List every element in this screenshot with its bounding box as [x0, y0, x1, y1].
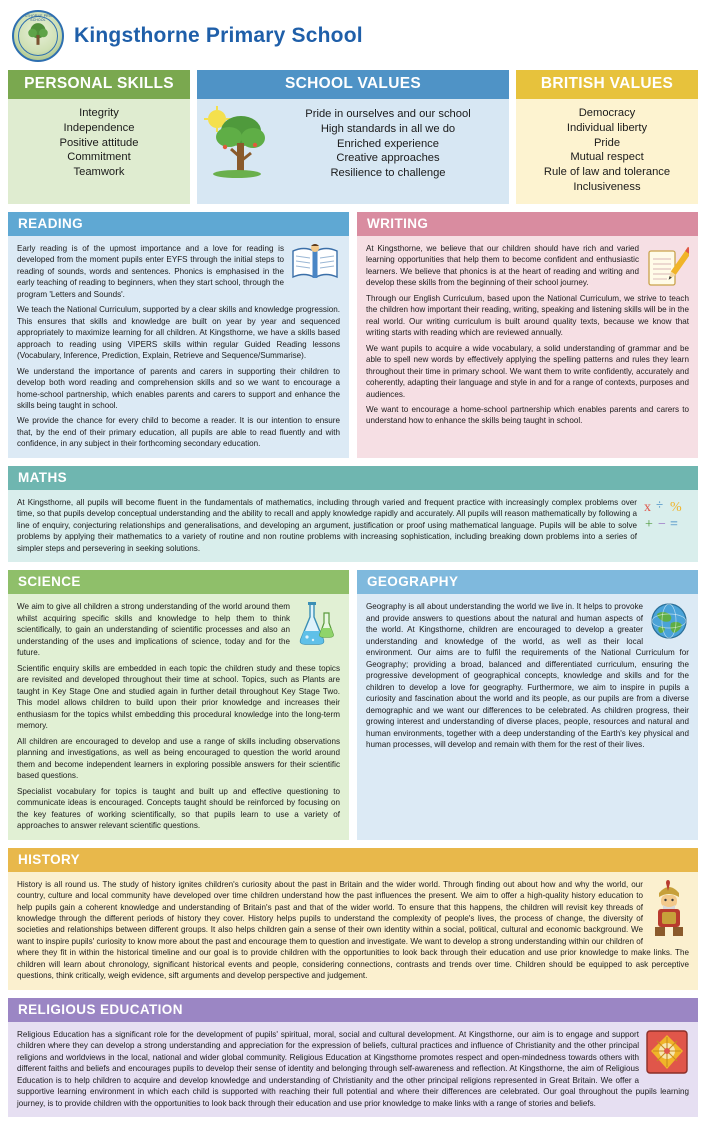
- list-item: Individual liberty: [566, 121, 648, 134]
- list-item: High standards in all we do: [320, 122, 456, 135]
- values-row: [8, 70, 698, 204]
- svg-text:+: +: [645, 516, 653, 532]
- section-reading: [8, 212, 349, 458]
- list-item: Commitment: [67, 151, 131, 164]
- svg-text:=: =: [670, 516, 678, 532]
- paragraph: We understand the importance of parents and carers in supporting their children to develop both word reading and comprehension skills and so we want to encourage a home-school partnership, which enables parents and carers to support and enhance the skills being taught in school.: [17, 366, 340, 410]
- list-item: Rule of law and tolerance: [543, 166, 671, 179]
- list-item: Pride in ourselves and our school: [305, 108, 471, 120]
- section-religious-education-body: [8, 1022, 698, 1117]
- paragraph: Geography is all about understanding the world we live in. It helps to provoke and provide answers to questions about the natural and human aspects of the world. At Kingsthorne, children are encouraged to develop a greater understanding and knowledge of the world, as well as their local environment. Our aims are to fulfil the requirements of the National Curriculum for Geography; providing a broad, balanced and differentiated curriculum, ensuring the progressive development of geographical concepts, knowledge and skills and for the children to develop a love for geography. Furthermore, we aim to inspire in pupils a curiosity and fascination about the world and its people, as our pupils are from a diverse demographic and we want our differences to be celebrated. As children progress, their growing interest and understanding of diverse places, people, resources and natural and human environments, together with a deep understanding of the Earth's key physical and human processes, will develop and remain with them for the rest of their lives.: [366, 602, 689, 750]
- crest-label: KINGSTHORNE PRIMARY SCHOOL: [15, 14, 61, 22]
- crest-tree-icon: [25, 21, 51, 47]
- section-reading-title: READING: [8, 212, 349, 236]
- section-reading-body: [8, 236, 349, 458]
- list-item: Inclusiveness: [573, 180, 641, 193]
- list-item: Positive attitude: [59, 136, 139, 149]
- stained-glass-icon: [645, 1029, 689, 1075]
- section-geography-title: GEOGRAPHY: [357, 570, 698, 594]
- section-maths-body: [8, 490, 698, 562]
- section-writing: [357, 212, 698, 458]
- personal-skills-box: [8, 70, 190, 204]
- list-item: Mutual respect: [570, 151, 644, 164]
- flask-icon: [296, 601, 340, 647]
- british-values-list: [516, 99, 698, 204]
- section-religious-education: [8, 998, 698, 1117]
- paragraph: All children are encouraged to develop and use a range of skills including observations planning and investigations, as well as being encouraged to question the world around them and become independent learners in exploring possible answers for their scientific based questions.: [17, 736, 340, 781]
- british-values-title: BRITISH VALUES: [516, 70, 698, 99]
- section-writing-title: WRITING: [357, 212, 698, 236]
- science-geography-row: [8, 570, 698, 839]
- list-item: Democracy: [578, 107, 636, 119]
- paragraph: Scientific enquiry skills are embedded in each topic the children study and these topics are revisited and developed throughout their time at school. Topics, such as Plants are taught in Key Stage One and studied again in further detail throughout Key Stage Two. This model allows children to build upon their prior knowledge and increases their enthusiasm for the topics whilst embedding this procedural knowledge into the long-term memory.: [17, 663, 340, 731]
- roman-soldier-icon: [649, 879, 689, 937]
- school-values-box: [197, 70, 509, 204]
- section-geography: [357, 570, 698, 839]
- paragraph: At Kingsthorne, we believe that our children should have rich and varied learning opportunities that help them to become confident and enthusiastic learners. We believe that phonics is at the heart of reading and writing and develop these skills from the beginning of their school journey.: [366, 243, 639, 288]
- list-item: Creative approaches: [336, 152, 440, 165]
- section-writing-body: [357, 236, 698, 458]
- section-history-title: HISTORY: [8, 848, 698, 872]
- paragraph: Early reading is of the upmost importance and a love for reading is developed from the moment pupils enter EYFS through the initial steps to reading of sounds, words and sentences. Phonics is emphasised in the early teaching of reading to beginners, when they start school, through the program 'Letters and Sounds'.: [17, 243, 284, 299]
- section-religious-education-title: RELIGIOUS EDUCATION: [8, 998, 698, 1022]
- open-book-icon: [290, 243, 340, 283]
- page-title: Kingsthorne Primary School: [74, 24, 363, 47]
- personal-skills-list: [8, 99, 190, 204]
- school-crest-icon: [12, 10, 64, 62]
- paragraph: Through our English Curriculum, based upon the National Curriculum, we strive to teach the children how important their reading, writing, speaking and listening skills will be in the real world. Our writing curriculum is built around quality texts, because we know that writing starts with reading which are reviewed annually.: [366, 293, 689, 338]
- school-values-body: [197, 99, 509, 204]
- pencil-notepad-icon: [645, 243, 689, 289]
- tree-icon: [203, 105, 265, 179]
- list-item: Pride: [593, 136, 621, 149]
- list-item: Teamwork: [73, 166, 125, 179]
- section-maths-title: MATHS: [8, 466, 698, 490]
- paragraph: Religious Education has a significant role for the development of pupils' spiritual, moral, social and cultural development. At Kingsthorne, our aim is to engage and support children where they can develop a strong understanding and appreciation for the expression of beliefs, cultural practices and influence of Christianity and the other principal religions and worldviews in the local, national and wider global community. Religious Education at Kingsthorne promotes respect and open-mindedness towards others with different faiths and beliefs and encourages pupils to develop their sense of identity and belonging through self-awareness and reflection. At Kingsthorne, the aim of Religious Education is to help children to acquire and develop knowledge and understanding of Christianity and the other principal religions represented in Great Britain. We offer a supportive learning environment in which each child is supported with reaching their full potential and where their differences are celebrated. Our goal throughout the pupils learning journey, is to provide children with the opportunities to look back through their education and use prior knowledge to make links with a range of stories and beliefs.: [17, 1029, 689, 1108]
- list-item: Independence: [63, 121, 135, 134]
- svg-text:x: x: [644, 499, 651, 515]
- reading-writing-row: [8, 212, 698, 458]
- section-science-body: [8, 594, 349, 839]
- school-values-title: SCHOOL VALUES: [197, 70, 509, 99]
- section-science: [8, 570, 349, 839]
- page-header: [8, 6, 698, 68]
- school-values-list: [273, 105, 503, 181]
- section-science-title: SCIENCE: [8, 570, 349, 594]
- section-maths: [8, 466, 698, 562]
- british-values-box: [516, 70, 698, 204]
- section-history-body: [8, 872, 698, 990]
- svg-text:÷: ÷: [656, 496, 664, 512]
- paragraph: We aim to give all children a strong understanding of the world around them whilst acquiring specific skills and knowledge to help them to think scientifically, to gain an understanding of scientific processes and also an understanding of the uses and implications of science, today and for the future.: [17, 602, 290, 658]
- paragraph: History is all round us. The study of history ignites children's curiosity about the past in Britain and the wider world. Through finding out about how and why the world, our country, culture and local community have developed over time children understand how the past influences the present. We aim to offer a high-quality history education to help pupils gain a coherent knowledge and understanding of Britain's past and that of the wider world. To ensure that this happens, the children will revisit key threads of knowledge through the different periods of history they cover. History helps pupils to understand the complexity of people's lives, the process of change, the diversity of societies and relationships between different groups. It also helps children gain a sense of their own identity within a social, political, cultural and economic background. We want to inspire pupils' curiosity to know more about the past and encourage them to question and investigate. We want to develop a strong understanding within our children of where they fit in within the historical timeline and our goal is to provide children with the opportunities to look back through their education and use prior knowledge to make links. The children will learn about chronology, significant historical events and people, considering connections, contrasts and trends over time. Children should be equipped to ask perceptive questions, think critically, weigh evidence, sift arguments and develop perspective and judgement.: [17, 879, 689, 981]
- section-geography-body: [357, 594, 698, 839]
- personal-skills-title: PERSONAL SKILLS: [8, 70, 190, 99]
- paragraph: We want to encourage a home-school partnership which enables parents and carers to understand how to enhance the skills being taught in school.: [366, 404, 689, 426]
- svg-text:%: %: [670, 499, 682, 515]
- paragraph: We teach the National Curriculum, supported by a clear skills and knowledge progression. This ensures that skills and knowledge are built on year by year and sequenced appropriately to maximize learning for all children. At Kingsthorne, we have a skills based approach to reading using VIPERS skills within regular Guided Reading lessons (Vocabulary, Inference, Prediction, Explain, Retrieve and Sequence/Summarise).: [17, 305, 340, 361]
- paragraph: At Kingsthorne, all pupils will become fluent in the fundamentals of mathematics, including through varied and frequent practice with increasingly complex problems over time, so that pupils develop conceptual understanding and the ability to recall and apply knowledge rapidly and accurately. All pupils will reason mathematically by following a line of enquiry, conjecturing relationships and generalisations, and developing an argument, justification or proof using mathematical language. Pupils will be able to solve problems by applying their mathematics to a variety of routine and non routine problems with increasing sophistication, including breaking down problems into a series of simpler steps and persevering in seeking solutions.: [17, 497, 637, 553]
- svg-text:−: −: [658, 516, 666, 532]
- list-item: Enriched experience: [337, 137, 439, 150]
- globe-icon: [649, 601, 689, 641]
- paragraph: We provide the chance for every child to become a reader. It is our intention to ensure that, by the end of their primary education, all pupils are able to read fluently and with confidence, in any subject in their forthcoming secondary education.: [17, 416, 340, 449]
- paragraph: Specialist vocabulary for topics is taught and built up and effective questioning to communicate ideas is encouraged. Concepts taught should be reinforced by focusing on the key features of working scientifically, so that pupils learn to use a variety of approaches to answer relevant scientific questions.: [17, 786, 340, 831]
- section-history: [8, 848, 698, 990]
- list-item: Integrity: [79, 107, 119, 119]
- paragraph: We want pupils to acquire a wide vocabulary, a solid understanding of grammar and be able to spell new words by effectively applying the spelling patterns and rules they learn throughout their time in primary school. We want them to write confidently, accurately and coherently, adapting their language and style in and for a range of contexts, purposes and audiences.: [366, 343, 689, 399]
- maths-symbols-icon: [643, 497, 689, 537]
- list-item: Resilience to challenge: [330, 167, 446, 180]
